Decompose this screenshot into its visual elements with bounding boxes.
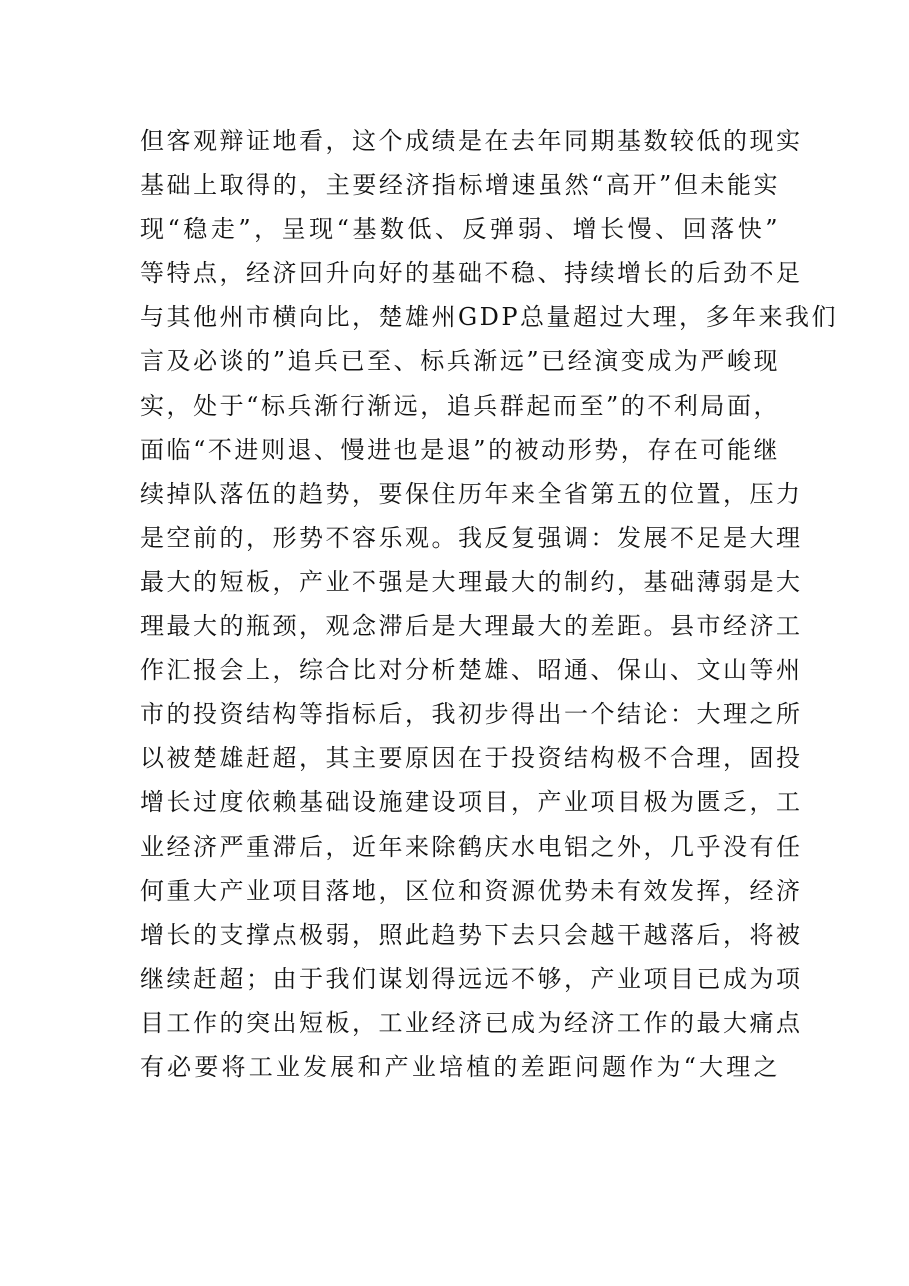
text-line: 但客观辩证地看，这个成绩是在去年同期基数较低的现实	[140, 127, 803, 155]
text-line: 增长过度依赖基础设施建设项目，产业项目极为匮乏，工	[140, 788, 803, 817]
text-line: 最大的短板，产业不强是大理最大的制约，基础薄弱是大	[140, 567, 803, 596]
text-line: 与其他州市横向比，楚雄州GDP总量超过大理，多年来我们	[140, 303, 839, 332]
text-line: 目工作的突出短板，工业经济已成为经济工作的最大痛点	[140, 1008, 803, 1037]
text-line: 是空前的，形势不容乐观。我反复强调：发展不足是大理	[140, 523, 803, 552]
text-line: 基础上取得的，主要经济指标增速虽然“高开”但未能实	[140, 171, 780, 200]
text-line: 作汇报会上，综合比对分析楚雄、昭通、保山、文山等州	[140, 656, 803, 685]
text-line: 面临“不进则退、慢进也是退”的被动形势，存在可能继	[140, 435, 780, 464]
body-text	[140, 119, 839, 1089]
text-line: 增长的支撑点极弱，照此趋势下去只会越干越落后，将被	[140, 920, 803, 949]
text-line: 言及必谈的”追兵已至、标兵渐远”已经演变成为严峻现	[140, 347, 780, 376]
text-line: 以被楚雄赶超，其主要原因在于投资结构极不合理，固投	[140, 744, 803, 773]
text-line: 有必要将工业发展和产业培植的差距问题作为“大理之	[140, 1052, 780, 1081]
text-line: 现“稳走”，呈现“基数低、反弹弱、增长慢、回落快”	[140, 215, 780, 244]
text-line: 市的投资结构等指标后，我初步得出一个结论：大理之所	[140, 700, 803, 729]
text-line: 理最大的瓶颈，观念滞后是大理最大的差距。县市经济工	[140, 612, 803, 641]
text-line: 业经济严重滞后，近年来除鹤庆水电铝之外，几乎没有任	[140, 832, 803, 861]
text-line: 等特点，经济回升向好的基础不稳、持续增长的后劲不足	[140, 259, 803, 288]
text-line: 实，处于“标兵渐行渐远，追兵群起而至”的不利局面，	[140, 391, 780, 420]
text-line: 何重大产业项目落地，区位和资源优势未有效发挥，经济	[140, 876, 803, 905]
text-line: 继续赶超；由于我们谋划得远远不够，产业项目已成为项	[140, 964, 803, 993]
text-line: 续掉队落伍的趋势，要保住历年来全省第五的位置，压力	[140, 479, 803, 508]
